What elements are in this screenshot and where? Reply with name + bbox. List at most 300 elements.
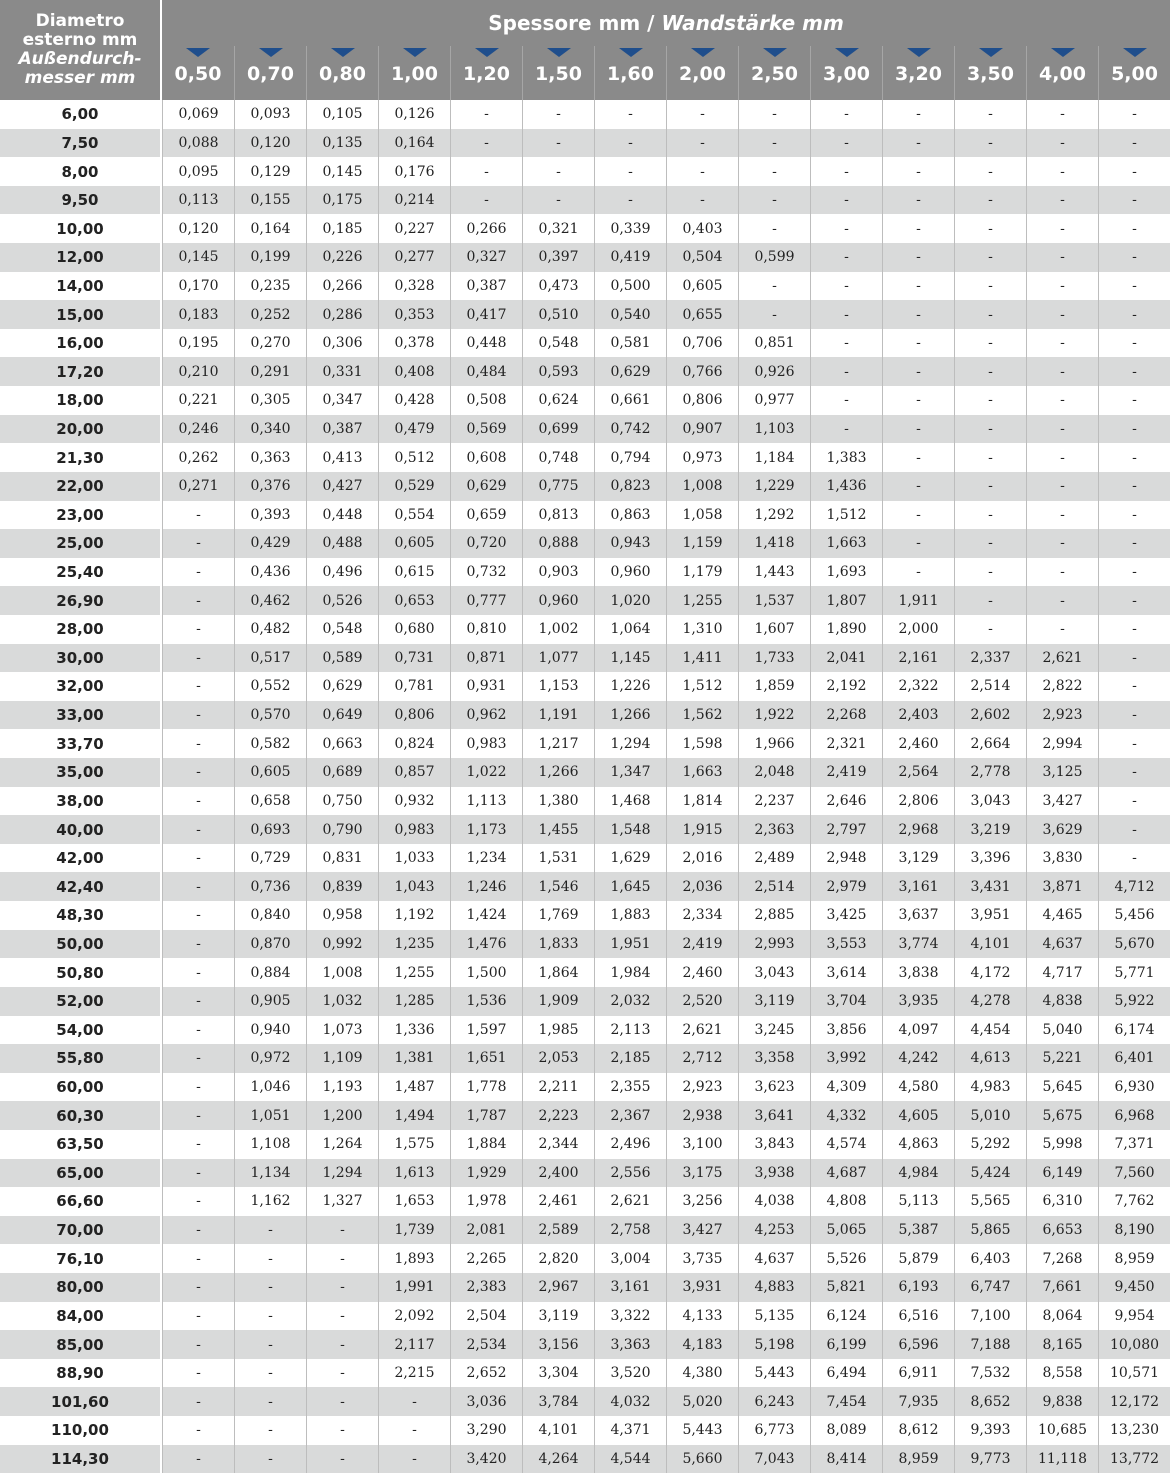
weight-cell: 2,758	[594, 1216, 666, 1245]
weight-cell: 5,135	[738, 1302, 810, 1331]
weight-cell: 3,036	[450, 1387, 522, 1416]
weight-cell: 4,242	[882, 1044, 954, 1073]
weight-cell: 4,097	[882, 1016, 954, 1045]
weight-cell: 0,155	[234, 186, 306, 215]
weight-cell: 2,460	[882, 729, 954, 758]
weight-cell: -	[1098, 615, 1170, 644]
weight-cell: 1,064	[594, 615, 666, 644]
thickness-header-row	[0, 46, 1170, 100]
weight-cell: 3,614	[810, 958, 882, 987]
weight-cell: 3,100	[666, 1130, 738, 1159]
weight-cell: -	[1098, 157, 1170, 186]
weight-cell: -	[234, 1302, 306, 1331]
weight-cell: 3,420	[450, 1445, 522, 1474]
weight-cell: 2,556	[594, 1159, 666, 1188]
weight-cell: 4,264	[522, 1445, 594, 1474]
weight-cell: 3,553	[810, 930, 882, 959]
diameter-cell: 6,00	[0, 100, 162, 129]
weight-cell: -	[1098, 586, 1170, 615]
weight-cell: 0,905	[234, 987, 306, 1016]
weight-cell: 1,327	[306, 1187, 378, 1216]
weight-cell: -	[738, 100, 810, 129]
thickness-col-4	[450, 46, 522, 100]
weight-cell: 2,403	[882, 701, 954, 730]
weight-cell: 7,100	[954, 1302, 1026, 1331]
weight-cell: -	[1098, 844, 1170, 873]
table-row	[0, 272, 1170, 301]
weight-cell: -	[162, 872, 234, 901]
thickness-title-it: Spessore mm /	[488, 11, 655, 35]
weight-cell: -	[306, 1387, 378, 1416]
weight-cell: -	[162, 1016, 234, 1045]
weight-cell: -	[1026, 615, 1098, 644]
diameter-cell: 7,50	[0, 129, 162, 158]
weight-cell: -	[162, 1073, 234, 1102]
weight-cell: 1,607	[738, 615, 810, 644]
weight-cell: 3,425	[810, 901, 882, 930]
weight-cell: 2,032	[594, 987, 666, 1016]
diameter-cell: 17,20	[0, 357, 162, 386]
table-row	[0, 729, 1170, 758]
corner-label-it-1: Diametro	[35, 11, 125, 31]
weight-cell: 3,856	[810, 1016, 882, 1045]
weight-cell: -	[234, 1445, 306, 1474]
weight-cell: 6,747	[954, 1273, 1026, 1302]
weight-cell: 0,599	[738, 243, 810, 272]
weight-cell: 0,750	[306, 787, 378, 816]
diameter-cell: 12,00	[0, 243, 162, 272]
weight-cell: -	[162, 1445, 234, 1474]
diameter-cell: 42,00	[0, 844, 162, 873]
weight-cell: 6,193	[882, 1273, 954, 1302]
weight-cell: 0,732	[450, 558, 522, 587]
weight-cell: 5,565	[954, 1187, 1026, 1216]
weight-cell: 2,419	[810, 758, 882, 787]
weight-cell: -	[522, 186, 594, 215]
weight-cell: 3,322	[594, 1302, 666, 1331]
weight-cell: 1,145	[594, 644, 666, 673]
weight-cell: 3,119	[738, 987, 810, 1016]
weight-cell: 3,358	[738, 1044, 810, 1073]
weight-cell: 8,165	[1026, 1330, 1098, 1359]
weight-cell: 2,322	[882, 672, 954, 701]
weight-cell: 0,408	[378, 357, 450, 386]
weight-cell: 7,661	[1026, 1273, 1098, 1302]
weight-cell: 5,526	[810, 1244, 882, 1273]
weight-cell: 2,419	[666, 930, 738, 959]
weight-cell: 0,659	[450, 501, 522, 530]
weight-cell: -	[1098, 100, 1170, 129]
weight-cell: -	[1026, 300, 1098, 329]
weight-cell: -	[162, 815, 234, 844]
weight-cell: 1,951	[594, 930, 666, 959]
diameter-cell: 8,00	[0, 157, 162, 186]
weight-cell: 0,306	[306, 329, 378, 358]
triangle-down-icon	[547, 48, 571, 57]
weight-cell: 7,560	[1098, 1159, 1170, 1188]
table-row	[0, 930, 1170, 959]
weight-cell: 0,605	[378, 529, 450, 558]
table-row	[0, 872, 1170, 901]
weight-cell: 0,742	[594, 415, 666, 444]
weight-cell: 0,496	[306, 558, 378, 587]
table-row	[0, 787, 1170, 816]
weight-cell: -	[954, 157, 1026, 186]
weight-cell: 5,670	[1098, 930, 1170, 959]
weight-cell: 5,865	[954, 1216, 1026, 1245]
table-row	[0, 987, 1170, 1016]
weight-cell: 2,621	[594, 1187, 666, 1216]
weight-cell: 0,271	[162, 472, 234, 501]
weight-cell: -	[810, 386, 882, 415]
weight-cell: 0,629	[594, 357, 666, 386]
weight-cell: 3,629	[1026, 815, 1098, 844]
weight-cell: -	[666, 186, 738, 215]
diameter-cell: 114,30	[0, 1445, 162, 1474]
weight-cell: 0,214	[378, 186, 450, 215]
weight-cell: -	[162, 1387, 234, 1416]
weight-cell: 1,769	[522, 901, 594, 930]
weight-cell: 0,777	[450, 586, 522, 615]
weight-cell: -	[738, 186, 810, 215]
weight-cell: 0,871	[450, 644, 522, 673]
weight-cell: 0,428	[378, 386, 450, 415]
weight-cell: 2,968	[882, 815, 954, 844]
weight-cell: 1,512	[810, 501, 882, 530]
weight-cell: 0,088	[162, 129, 234, 158]
table-row	[0, 300, 1170, 329]
weight-cell: 2,363	[738, 815, 810, 844]
weight-cell: 13,230	[1098, 1416, 1170, 1445]
weight-cell: 0,931	[450, 672, 522, 701]
weight-cell: -	[234, 1330, 306, 1359]
weight-cell: 1,336	[378, 1016, 450, 1045]
weight-cell: -	[306, 1416, 378, 1445]
weight-cell: 0,689	[306, 758, 378, 787]
table-row	[0, 1101, 1170, 1130]
weight-cell: 0,884	[234, 958, 306, 987]
weight-cell: 0,328	[378, 272, 450, 301]
diameter-cell: 10,00	[0, 214, 162, 243]
weight-cell: 1,807	[810, 586, 882, 615]
weight-cell: -	[162, 1416, 234, 1445]
weight-cell: 1,058	[666, 501, 738, 530]
weight-cell: 0,699	[522, 415, 594, 444]
weight-cell: 0,378	[378, 329, 450, 358]
weight-cell: -	[1026, 386, 1098, 415]
diameter-cell: 54,00	[0, 1016, 162, 1045]
weight-cell: -	[954, 615, 1026, 644]
weight-cell: 7,762	[1098, 1187, 1170, 1216]
corner-label-de-1: Außendurch-	[18, 49, 142, 69]
weight-cell: 1,008	[306, 958, 378, 987]
weight-cell: 1,443	[738, 558, 810, 587]
weight-cell: -	[882, 186, 954, 215]
weight-cell: -	[306, 1244, 378, 1273]
weight-cell: 9,954	[1098, 1302, 1170, 1331]
weight-cell: 4,717	[1026, 958, 1098, 987]
weight-cell: 4,574	[810, 1130, 882, 1159]
thickness-label: 4,00	[1039, 63, 1086, 85]
weight-cell: 3,641	[738, 1101, 810, 1130]
weight-cell: 0,823	[594, 472, 666, 501]
triangle-down-icon	[691, 48, 715, 57]
weight-cell: 1,922	[738, 701, 810, 730]
weight-cell: 1,162	[234, 1187, 306, 1216]
weight-cell: 0,649	[306, 701, 378, 730]
table-row	[0, 1445, 1170, 1474]
weight-cell: -	[738, 300, 810, 329]
weight-cell: -	[162, 1159, 234, 1188]
weight-cell: 0,291	[234, 357, 306, 386]
weight-cell: 4,253	[738, 1216, 810, 1245]
weight-cell: 2,797	[810, 815, 882, 844]
weight-cell: 0,093	[234, 100, 306, 129]
weight-cell: 0,552	[234, 672, 306, 701]
weight-cell: 0,582	[234, 729, 306, 758]
weight-cell: 1,200	[306, 1101, 378, 1130]
weight-cell: 1,073	[306, 1016, 378, 1045]
weight-cell: 6,968	[1098, 1101, 1170, 1130]
weight-cell: -	[882, 472, 954, 501]
triangle-down-icon	[331, 48, 355, 57]
table-row	[0, 958, 1170, 987]
weight-cell: 3,951	[954, 901, 1026, 930]
weight-cell: -	[954, 472, 1026, 501]
weight-cell: 2,383	[450, 1273, 522, 1302]
weight-cell: 2,367	[594, 1101, 666, 1130]
weight-cell: 1,191	[522, 701, 594, 730]
weight-cell: 0,252	[234, 300, 306, 329]
diameter-cell: 80,00	[0, 1273, 162, 1302]
weight-cell: 1,911	[882, 586, 954, 615]
weight-cell: -	[1098, 443, 1170, 472]
weight-cell: 0,331	[306, 357, 378, 386]
weight-cell: 1,966	[738, 729, 810, 758]
weight-cell: 4,278	[954, 987, 1026, 1016]
thickness-col-10	[882, 46, 954, 100]
weight-cell: -	[1098, 186, 1170, 215]
weight-cell: -	[594, 129, 666, 158]
weight-cell: 10,080	[1098, 1330, 1170, 1359]
weight-cell: 3,735	[666, 1244, 738, 1273]
weight-cell: -	[162, 729, 234, 758]
weight-cell: 3,427	[666, 1216, 738, 1245]
weight-cell: 3,623	[738, 1073, 810, 1102]
weight-cell: 0,851	[738, 329, 810, 358]
table-row	[0, 386, 1170, 415]
weight-cell: -	[810, 100, 882, 129]
weight-cell: 8,190	[1098, 1216, 1170, 1245]
thickness-header-title	[162, 0, 1170, 46]
weight-cell: -	[594, 157, 666, 186]
weight-cell: 2,994	[1026, 729, 1098, 758]
weight-cell: 4,687	[810, 1159, 882, 1188]
weight-cell: 7,188	[954, 1330, 1026, 1359]
weight-cell: 2,712	[666, 1044, 738, 1073]
weight-cell: 2,211	[522, 1073, 594, 1102]
weight-cell: -	[378, 1445, 450, 1474]
weight-cell: 0,605	[666, 272, 738, 301]
weight-cell: 1,814	[666, 787, 738, 816]
weight-cell: 5,221	[1026, 1044, 1098, 1073]
weight-cell: -	[1026, 586, 1098, 615]
weight-cell: 0,195	[162, 329, 234, 358]
diameter-cell: 55,80	[0, 1044, 162, 1073]
table-row	[0, 1273, 1170, 1302]
weight-cell: -	[1098, 472, 1170, 501]
weight-cell: 2,664	[954, 729, 1026, 758]
weight-cell: 0,164	[234, 214, 306, 243]
weight-cell: 3,992	[810, 1044, 882, 1073]
weight-cell: 4,580	[882, 1073, 954, 1102]
table-row	[0, 1416, 1170, 1445]
weight-cell: 0,183	[162, 300, 234, 329]
weight-cell: -	[810, 329, 882, 358]
thickness-col-8	[738, 46, 810, 100]
weight-cell: 4,637	[738, 1244, 810, 1273]
weight-cell: -	[594, 186, 666, 215]
weight-cell: -	[954, 501, 1026, 530]
weight-cell: -	[882, 443, 954, 472]
weight-cell: 0,615	[378, 558, 450, 587]
weight-cell: 0,926	[738, 357, 810, 386]
weight-cell: 4,808	[810, 1187, 882, 1216]
weight-cell: 9,393	[954, 1416, 1026, 1445]
weight-cell: 0,729	[234, 844, 306, 873]
weight-cell: 5,020	[666, 1387, 738, 1416]
weight-cell: 0,629	[306, 672, 378, 701]
weight-cell: 0,748	[522, 443, 594, 472]
triangle-down-icon	[1123, 48, 1147, 57]
weight-cell: 4,038	[738, 1187, 810, 1216]
weight-cell: 2,268	[810, 701, 882, 730]
weight-cell: 0,413	[306, 443, 378, 472]
weight-cell: 7,532	[954, 1359, 1026, 1388]
weight-cell: 8,558	[1026, 1359, 1098, 1388]
diameter-cell: 66,60	[0, 1187, 162, 1216]
thickness-label: 0,50	[174, 63, 222, 85]
thickness-label: 0,80	[319, 63, 366, 85]
weight-cell: 1,255	[378, 958, 450, 987]
weight-cell: 3,129	[882, 844, 954, 873]
weight-cell: 2,041	[810, 644, 882, 673]
weight-cell: 5,010	[954, 1101, 1026, 1130]
table-row	[0, 586, 1170, 615]
weight-cell: 12,172	[1098, 1387, 1170, 1416]
weight-cell: 0,387	[306, 415, 378, 444]
triangle-down-icon	[403, 48, 427, 57]
weight-cell: 3,043	[738, 958, 810, 987]
weight-cell: 2,016	[666, 844, 738, 873]
weight-cell: -	[810, 357, 882, 386]
weight-cell: 2,948	[810, 844, 882, 873]
weight-cell: 0,983	[378, 815, 450, 844]
weight-cell: 0,706	[666, 329, 738, 358]
table-row	[0, 1187, 1170, 1216]
weight-cell: -	[954, 586, 1026, 615]
corner-label-de-2: messer mm	[24, 68, 136, 88]
weight-cell: 2,113	[594, 1016, 666, 1045]
weight-cell: 2,461	[522, 1187, 594, 1216]
weight-cell: 1,663	[666, 758, 738, 787]
table-row	[0, 1244, 1170, 1273]
weight-cell: -	[162, 1187, 234, 1216]
weight-cell: 2,048	[738, 758, 810, 787]
weight-cell: -	[1098, 243, 1170, 272]
weight-cell: 2,534	[450, 1330, 522, 1359]
weight-cell: 8,959	[882, 1445, 954, 1474]
weight-cell: 0,227	[378, 214, 450, 243]
weight-cell: 0,736	[234, 872, 306, 901]
weight-cell: 0,262	[162, 443, 234, 472]
weight-cell: 4,613	[954, 1044, 1026, 1073]
weight-cell: 4,101	[954, 930, 1026, 959]
weight-cell: -	[162, 901, 234, 930]
weight-cell: 8,959	[1098, 1244, 1170, 1273]
weight-cell: 2,237	[738, 787, 810, 816]
weight-cell: -	[450, 157, 522, 186]
diameter-cell: 65,00	[0, 1159, 162, 1188]
weight-cell: 2,344	[522, 1130, 594, 1159]
diameter-cell: 32,00	[0, 672, 162, 701]
weight-cell: 2,117	[378, 1330, 450, 1359]
weight-cell: 1,859	[738, 672, 810, 701]
weight-cell: 3,245	[738, 1016, 810, 1045]
weight-cell: 5,660	[666, 1445, 738, 1474]
weight-cell: 0,806	[666, 386, 738, 415]
weight-cell: 0,176	[378, 157, 450, 186]
weight-cell: 2,355	[594, 1073, 666, 1102]
triangle-down-icon	[186, 48, 210, 57]
weight-cell: 4,454	[954, 1016, 1026, 1045]
weight-cell: 0,629	[450, 472, 522, 501]
table-row	[0, 672, 1170, 701]
weight-cell: 1,032	[306, 987, 378, 1016]
weight-cell: 1,381	[378, 1044, 450, 1073]
weight-cell: 0,387	[450, 272, 522, 301]
thickness-col-1	[234, 46, 306, 100]
triangle-down-icon	[1051, 48, 1075, 57]
weight-cell: 0,888	[522, 529, 594, 558]
weight-cell: 0,593	[522, 357, 594, 386]
weight-cell: -	[954, 386, 1026, 415]
thickness-label: 1,20	[463, 63, 510, 85]
weight-cell: 0,436	[234, 558, 306, 587]
weight-cell: 1,418	[738, 529, 810, 558]
weight-cell: 6,773	[738, 1416, 810, 1445]
weight-cell: 2,053	[522, 1044, 594, 1073]
weight-cell: -	[882, 100, 954, 129]
weight-cell: 1,651	[450, 1044, 522, 1073]
weight-cell: 0,145	[162, 243, 234, 272]
weight-cell: -	[666, 129, 738, 158]
weight-cell: 1,193	[306, 1073, 378, 1102]
diameter-cell: 28,00	[0, 615, 162, 644]
weight-cell: -	[1098, 644, 1170, 673]
weight-cell: 2,489	[738, 844, 810, 873]
weight-cell: 0,473	[522, 272, 594, 301]
weight-cell: 2,589	[522, 1216, 594, 1245]
weight-cell: 1,294	[306, 1159, 378, 1188]
weight-cell: 0,363	[234, 443, 306, 472]
weight-cell: -	[882, 272, 954, 301]
thickness-col-0	[162, 46, 234, 100]
weight-cell: 0,417	[450, 300, 522, 329]
weight-cell: 0,479	[378, 415, 450, 444]
weight-cell: -	[594, 100, 666, 129]
weight-cell: 3,043	[954, 787, 1026, 816]
